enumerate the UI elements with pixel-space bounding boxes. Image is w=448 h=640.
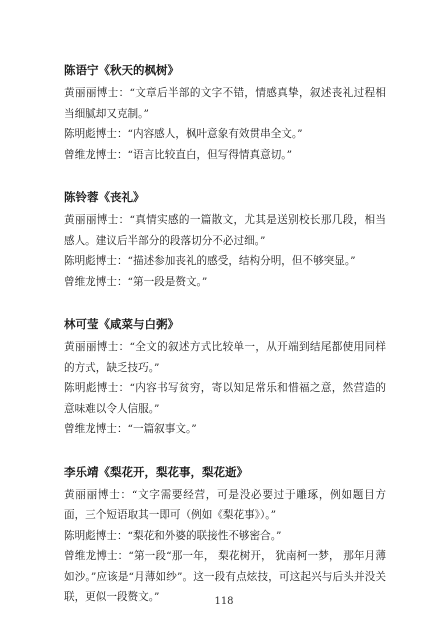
entry-title: 李乐靖《梨花开，梨花事，梨花逝》 (64, 464, 248, 479)
entry-1 (64, 62, 386, 165)
comment-zeng: 曾维龙博士：“语言比较直白，但写得情真意切。” (64, 148, 292, 161)
comment-chen: 陈明彪博士：“梨花和外婆的联接性不够密合。” (64, 529, 282, 542)
page-number: 118 (214, 596, 234, 607)
comment-zeng: 曾维龙博士：“一篇叙事文。” (64, 423, 197, 435)
comment-huang: 黄丽丽博士：“文字需要经营，可是没必要过于雕琢，例如题目方面，三个短语取其一即可（例如《梨花事》）。” (64, 488, 386, 521)
comment-chen: 陈明彪博士：“内容感人，枫叶意象有效贯串全文。” (64, 128, 303, 140)
comment-chen: 陈明彪博士：“内容书写贫穷，寄以知足常乐和惜福之意，然营造的意味难以令人信服。” (64, 382, 386, 415)
document-page (64, 62, 386, 632)
entry-title: 林可莹《咸菜与白粥》 (64, 317, 179, 331)
entry-2 (64, 189, 386, 292)
entry-title: 陈语宁《秋天的枫树》 (64, 63, 179, 77)
comment-huang: 黄丽丽博士：“全文的叙述方式比较单一，从开端到结尾都使用同样的方式，缺乏技巧。” (64, 341, 386, 374)
comment-huang: 黄丽丽博士：“真情实感的一篇散文，尤其是送别校长那几段，相当感人。建议后半部分的段落切分不必过细。” (64, 214, 386, 247)
entry-title: 陈铃蓉《丧礼》 (64, 190, 145, 204)
entry-3 (64, 316, 386, 440)
comment-chen: 陈明彪博士：“描述参加丧礼的感受，结构分明，但不够突显。” (64, 255, 356, 267)
comment-huang: 黄丽丽博士：“文章后半部的文字不错，情感真挚，叙述丧礼过程相当细腻却又克制。” (64, 87, 386, 120)
comment-zeng: 曾维龙博士：“第一段“那一年， 梨花树开， 犹南柯一梦， 那年月薄如沙。”应该是“月薄如纱”。这一段有点炫技，可这起兴与后头并没关联，更似一段赘文。” (64, 550, 386, 603)
entry-4 (64, 464, 386, 608)
comment-zeng: 曾维龙博士：“第一段是赘文。” (64, 275, 208, 288)
